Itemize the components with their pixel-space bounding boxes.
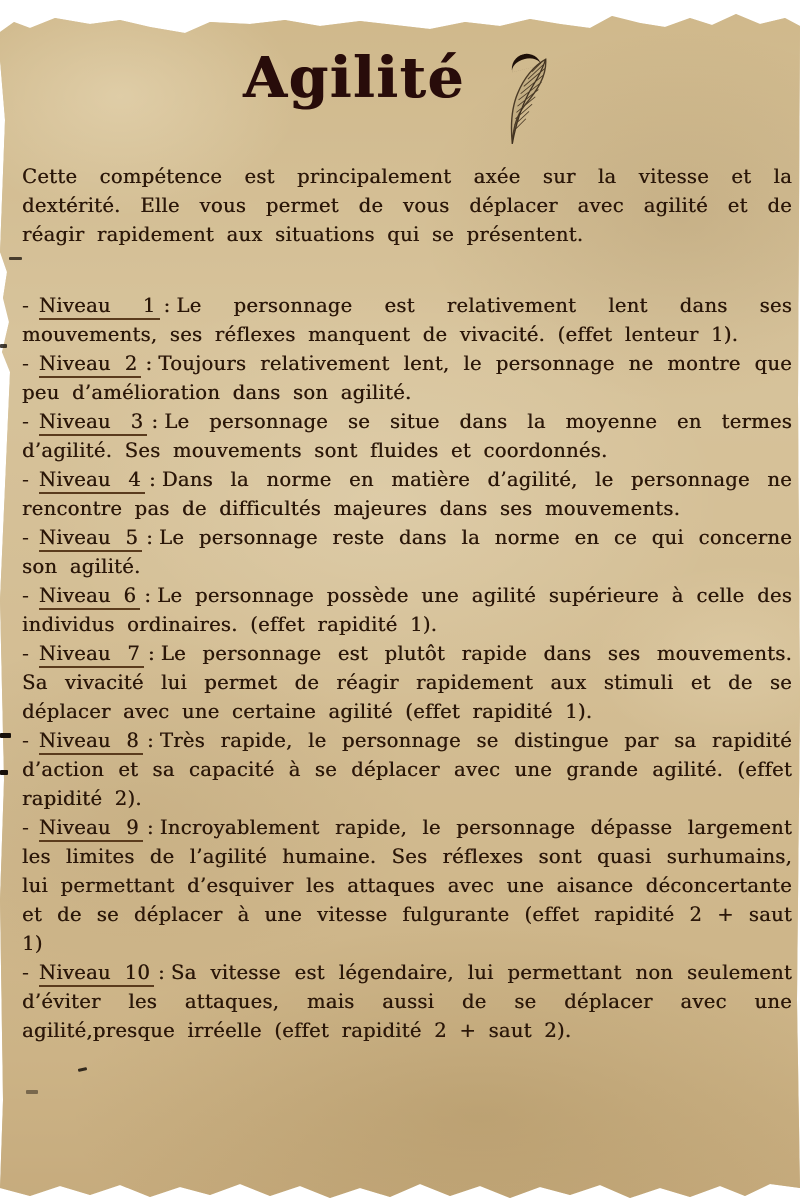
level-item [22,958,792,1045]
level-bullet: - [22,410,29,433]
level-item [22,639,792,726]
level-label: Niveau 3 [39,410,147,436]
level-bullet: - [22,294,29,317]
ink-mark [26,1090,38,1094]
level-text: Toujours relativement lent, le personnage ne montre que peu d’amélioration dans son agilité. [22,352,792,404]
level-item [22,813,792,958]
level-separator: : [145,352,153,375]
level-text: Très rapide, le personnage se distingue par sa rapidité d’action et sa capacité à se déplacer avec une grande agilité. (effet rapidité 2). [22,729,793,810]
level-item [22,465,792,523]
level-text: Sa vitesse est légendaire, lui permettant non seulement d’éviter les attaques, mais aussi de se déplacer avec une agilité,presque irréelle (effet rapidité 2 + saut 2). [22,961,792,1042]
title-row [22,40,792,148]
level-text: Le personnage est relativement lent dans ses mouvements, ses réflexes manquent de vivacité. (effet lenteur 1). [22,294,792,346]
intro-paragraph: Cette compétence est principalement axée sur la vitesse et la dextérité. Elle vous permet de vous déplacer avec agilité et de réagir rapidement aux situations qui se présentent. [22,165,792,246]
level-label: Niveau 2 [39,352,142,378]
level-label: Niveau 7 [39,642,144,668]
level-text: Le personnage reste dans la norme en ce qui concerne son agilité. [22,526,793,578]
level-separator: : [144,584,152,607]
level-bullet: - [22,352,29,375]
level-separator: : [151,410,159,433]
level-bullet: - [22,729,29,752]
level-label: Niveau 9 [39,816,143,842]
level-label: Niveau 5 [39,526,142,552]
level-label: Niveau 4 [39,468,145,494]
level-item [22,581,792,639]
level-text: Dans la norme en matière d’agilité, le personnage ne rencontre pas de difficultés majeures dans ses mouvements. [22,468,792,520]
page-title: Agilité [243,45,465,111]
level-bullet: - [22,961,29,984]
level-label: Niveau 8 [39,729,143,755]
level-item [22,349,792,407]
level-separator: : [163,294,171,317]
level-item [22,523,792,581]
level-separator: : [147,642,155,665]
level-bullet: - [22,584,29,607]
level-separator: : [148,468,156,491]
level-text: Incroyablement rapide, le personnage dépasse largement les limites de l’agilité humaine. Ses réflexes sont quasi surhumains, lui permettant d’esquiver les attaques avec une aisance déconcertante et de se déplacer à une vitesse fulgurante (effet rapidité 2 + saut 1) [22,816,793,955]
levels-list [22,291,792,1045]
level-text: Le personnage se situe dans la moyenne en termes d’agilité. Ses mouvements sont fluides et coordonnés. [22,410,792,462]
level-separator: : [158,961,165,984]
level-bullet: - [22,816,29,839]
level-separator: : [146,729,154,752]
level-item [22,726,792,813]
level-label: Niveau 6 [39,584,140,610]
level-text: Le personnage possède une agilité supérieure à celle des individus ordinaires. (effet rapidité 1). [22,584,793,636]
level-label: Niveau 10 [39,961,154,987]
level-bullet: - [22,526,29,549]
level-label: Niveau 1 [39,294,160,320]
level-text: Le personnage est plutôt rapide dans ses mouvements. Sa vivacité lui permet de réagir rapidement aux stimuli et de se déplacer avec une certaine agilité (effet rapidité 1). [22,642,792,723]
level-bullet: - [22,468,29,491]
level-separator: : [146,816,154,839]
level-item [22,407,792,465]
level-item [22,291,792,349]
level-bullet: - [22,642,29,665]
level-separator: : [146,526,154,549]
